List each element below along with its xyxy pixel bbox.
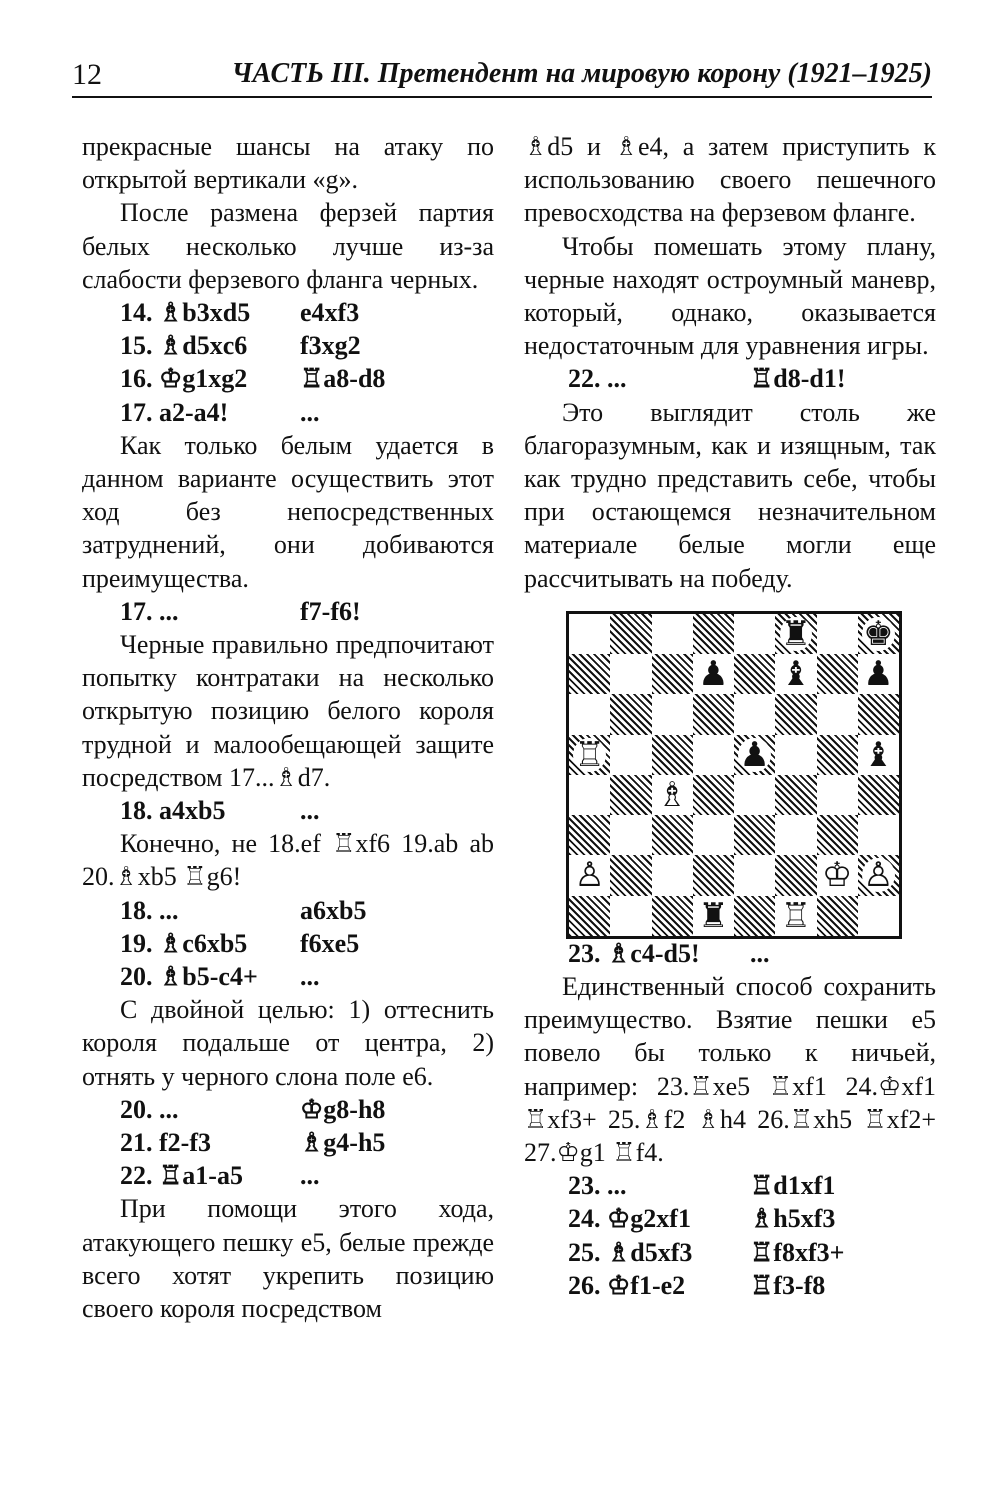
chess-piece-icon: ♗: [656, 774, 688, 815]
board-square: [858, 896, 899, 936]
chess-piece-icon: ♟: [698, 654, 729, 695]
board-square: [775, 775, 816, 815]
black-move: ♖f8xf3+: [750, 1237, 845, 1267]
paragraph: Чтобы помешать этому плану, черные находят остроумный маневр, который, однако, оказывается недостаточным для уравнения игры.: [524, 231, 936, 361]
board-square: [734, 855, 775, 895]
move-line: [524, 1269, 936, 1302]
black-move: f7-f6!: [300, 596, 361, 626]
board-square: [858, 775, 899, 815]
board-square: [652, 815, 693, 855]
board-square: [569, 614, 610, 654]
board-square: [858, 815, 899, 855]
right-column-top: [524, 130, 936, 595]
white-move: 18. ...: [120, 895, 179, 925]
move-line: [82, 894, 494, 927]
move-line: [524, 1202, 936, 1235]
board-square: [858, 855, 899, 895]
board-square: [652, 775, 693, 815]
black-move: ...: [750, 938, 770, 968]
chess-piece-icon: ♖: [780, 895, 812, 936]
paragraph: Конечно, не 18.ef ♖xf6 19.ab ab 20.♗xb5 ♖g6!: [82, 829, 494, 892]
board-square: [693, 694, 734, 734]
white-move: 19. ♗c6xb5: [120, 928, 248, 958]
white-move: 22. ♖a1-a5: [120, 1161, 243, 1191]
board-square: [817, 855, 858, 895]
paragraph: Как только белым удается в данном варианте осуществить этот ход без непосредственных затруднений, они добиваются преимущества.: [82, 430, 494, 593]
white-move: 22. ...: [568, 364, 627, 394]
chess-piece-icon: ♖: [574, 734, 605, 775]
white-move: 20. ...: [120, 1094, 179, 1124]
white-move: 17. a2-a4!: [120, 397, 229, 427]
board-square: [817, 896, 858, 936]
paragraph: Единственный способ сохранить преимущество. Взятие пешки e5 повело бы только к ничьей, например: 23.♖xe5 ♖xf1 24.♔xf1 ♖xf3+ 25.♗f2 ♗h4 26.♖xh5 ♖xf2+ 27.♔g1 ♖f4.: [524, 972, 936, 1168]
black-move: ♖d1xf1: [750, 1171, 836, 1201]
move-line: [524, 937, 936, 970]
board-square: [817, 815, 858, 855]
board-square: [569, 896, 610, 936]
white-move: 20. ♗b5-c4+: [120, 961, 258, 991]
move-line: [82, 960, 494, 993]
black-move: f6xe5: [300, 928, 360, 958]
black-move: a6xb5: [300, 895, 367, 925]
board-square: [569, 654, 610, 694]
chess-piece-icon: ♝: [863, 734, 894, 775]
chess-piece-icon: ♙: [863, 855, 894, 896]
black-move: ♖a8-d8: [300, 364, 386, 394]
board-square: [693, 896, 734, 936]
move-line: [82, 1159, 494, 1192]
white-move: 18. a4xb5: [120, 795, 226, 825]
black-move: ...: [300, 961, 320, 991]
page-header: [72, 52, 932, 98]
chess-piece-icon: ♝: [780, 654, 812, 695]
move-line: [82, 329, 494, 362]
board-square: [734, 694, 775, 734]
paragraph: ♗d5 и ♗e4, а затем приступить к использованию своего пешечного превосходства на ферзевом фланге.: [524, 132, 936, 228]
white-move: 23. ...: [568, 1171, 627, 1201]
black-move: ...: [300, 1161, 320, 1191]
move-line: [524, 1236, 936, 1269]
board-square: [569, 735, 610, 775]
board-square: [610, 775, 651, 815]
board-square: [775, 654, 816, 694]
board-square: [775, 855, 816, 895]
board-square: [734, 735, 775, 775]
move-line: [82, 794, 494, 827]
chess-board: [566, 611, 902, 939]
board-square: [858, 735, 899, 775]
board-square: [775, 735, 816, 775]
board-square: [693, 775, 734, 815]
board-square: [817, 775, 858, 815]
paragraph: С двойной целью: 1) оттеснить короля подальше от центра, 2) отнять у черного слона поле e6.: [82, 995, 494, 1091]
paragraph: Черные правильно предпочитают попытку контратаки на несколько открытую позицию белого короля трудной и малообещающей защите посредством 17...♗d7.: [82, 629, 494, 792]
board-square: [610, 815, 651, 855]
chess-piece-icon: ♟: [863, 654, 894, 695]
white-move: 25. ♗d5xf3: [568, 1237, 693, 1267]
board-square: [775, 694, 816, 734]
black-move: ...: [300, 397, 320, 427]
board-square: [858, 654, 899, 694]
board-square: [652, 654, 693, 694]
move-line: [524, 1169, 936, 1202]
paragraph: При помощи этого хода, атакующего пешку e5, белые прежде всего хотят укрепить позицию своего короля посредством: [82, 1194, 494, 1323]
board-square: [817, 694, 858, 734]
board-square: [693, 815, 734, 855]
board-square: [610, 735, 651, 775]
board-square: [858, 614, 899, 654]
black-move: ...: [300, 795, 320, 825]
board-square: [693, 614, 734, 654]
move-line: [82, 296, 494, 329]
move-line: [82, 1093, 494, 1126]
chess-piece-icon: ♜: [698, 895, 729, 936]
board-square: [817, 654, 858, 694]
board-square: [734, 654, 775, 694]
black-move: e4xf3: [300, 298, 360, 328]
board-square: [610, 654, 651, 694]
paragraph: После размена ферзей партия белых несколько лучше из-за слабости ферзевого фланга черных.: [82, 198, 494, 294]
white-move: 16. ♔g1xg2: [120, 364, 248, 394]
board-square: [734, 896, 775, 936]
move-line: [82, 396, 494, 429]
board-square: [610, 614, 651, 654]
board-square: [858, 694, 899, 734]
board-square: [652, 614, 693, 654]
board-square: [569, 694, 610, 734]
move-line: [82, 1126, 494, 1159]
paragraph: прекрасные шансы на атаку по открытой вертикали «g».: [82, 132, 494, 195]
white-move: 24. ♔g2xf1: [568, 1204, 691, 1234]
running-title: ЧАСТЬ III. Претендент на мировую корону (1921–1925): [231, 58, 932, 89]
black-move: ♔g8-h8: [300, 1094, 386, 1124]
board-square: [652, 855, 693, 895]
board-square: [569, 815, 610, 855]
chess-piece-icon: ♟: [739, 734, 770, 775]
board-square: [734, 614, 775, 654]
right-column: [524, 130, 936, 1302]
board-square: [693, 654, 734, 694]
white-move: 15. ♗d5xc6: [120, 331, 248, 361]
white-move: 23. ♗c4-d5!: [568, 938, 700, 968]
black-move: ♗h5xf3: [750, 1204, 836, 1234]
board-square: [610, 855, 651, 895]
page-number: 12: [72, 58, 102, 91]
board-square: [569, 775, 610, 815]
right-column-bottom: [524, 937, 936, 1302]
move-line: [524, 362, 936, 395]
board-square: [693, 735, 734, 775]
board-square: [817, 735, 858, 775]
board-square: [734, 775, 775, 815]
move-line: [82, 927, 494, 960]
black-move: ♖f3-f8: [750, 1270, 826, 1300]
black-move: ♗g4-h5: [300, 1127, 386, 1157]
board-square: [652, 896, 693, 936]
chess-diagram: [524, 595, 936, 937]
board-square: [775, 614, 816, 654]
white-move: 21. f2-f3: [120, 1127, 211, 1157]
board-square: [775, 896, 816, 936]
move-line: [82, 362, 494, 395]
board-square: [652, 735, 693, 775]
board-square: [569, 855, 610, 895]
left-column: [82, 130, 494, 1325]
move-line: [82, 595, 494, 628]
paragraph: Это выглядит столь же благоразумным, как и изящным, так как трудно представить себе, чтобы при остающемся незначительном материале белые могли еще рассчитывать на победу.: [524, 397, 936, 593]
board-square: [775, 815, 816, 855]
board-square: [734, 815, 775, 855]
board-square: [693, 855, 734, 895]
chess-piece-icon: ♙: [574, 855, 605, 896]
black-move: f3xg2: [300, 331, 361, 361]
white-move: 14. ♗b3xd5: [120, 298, 251, 328]
chess-piece-icon: ♚: [863, 613, 894, 654]
board-square: [610, 896, 651, 936]
chess-piece-icon: ♔: [821, 855, 853, 896]
board-square: [817, 614, 858, 654]
white-move: 17. ...: [120, 596, 179, 626]
board-square: [652, 694, 693, 734]
white-move: 26. ♔f1-e2: [568, 1270, 686, 1300]
board-square: [610, 694, 651, 734]
black-move: ♖d8-d1!: [750, 364, 846, 394]
chess-piece-icon: ♜: [780, 613, 812, 654]
